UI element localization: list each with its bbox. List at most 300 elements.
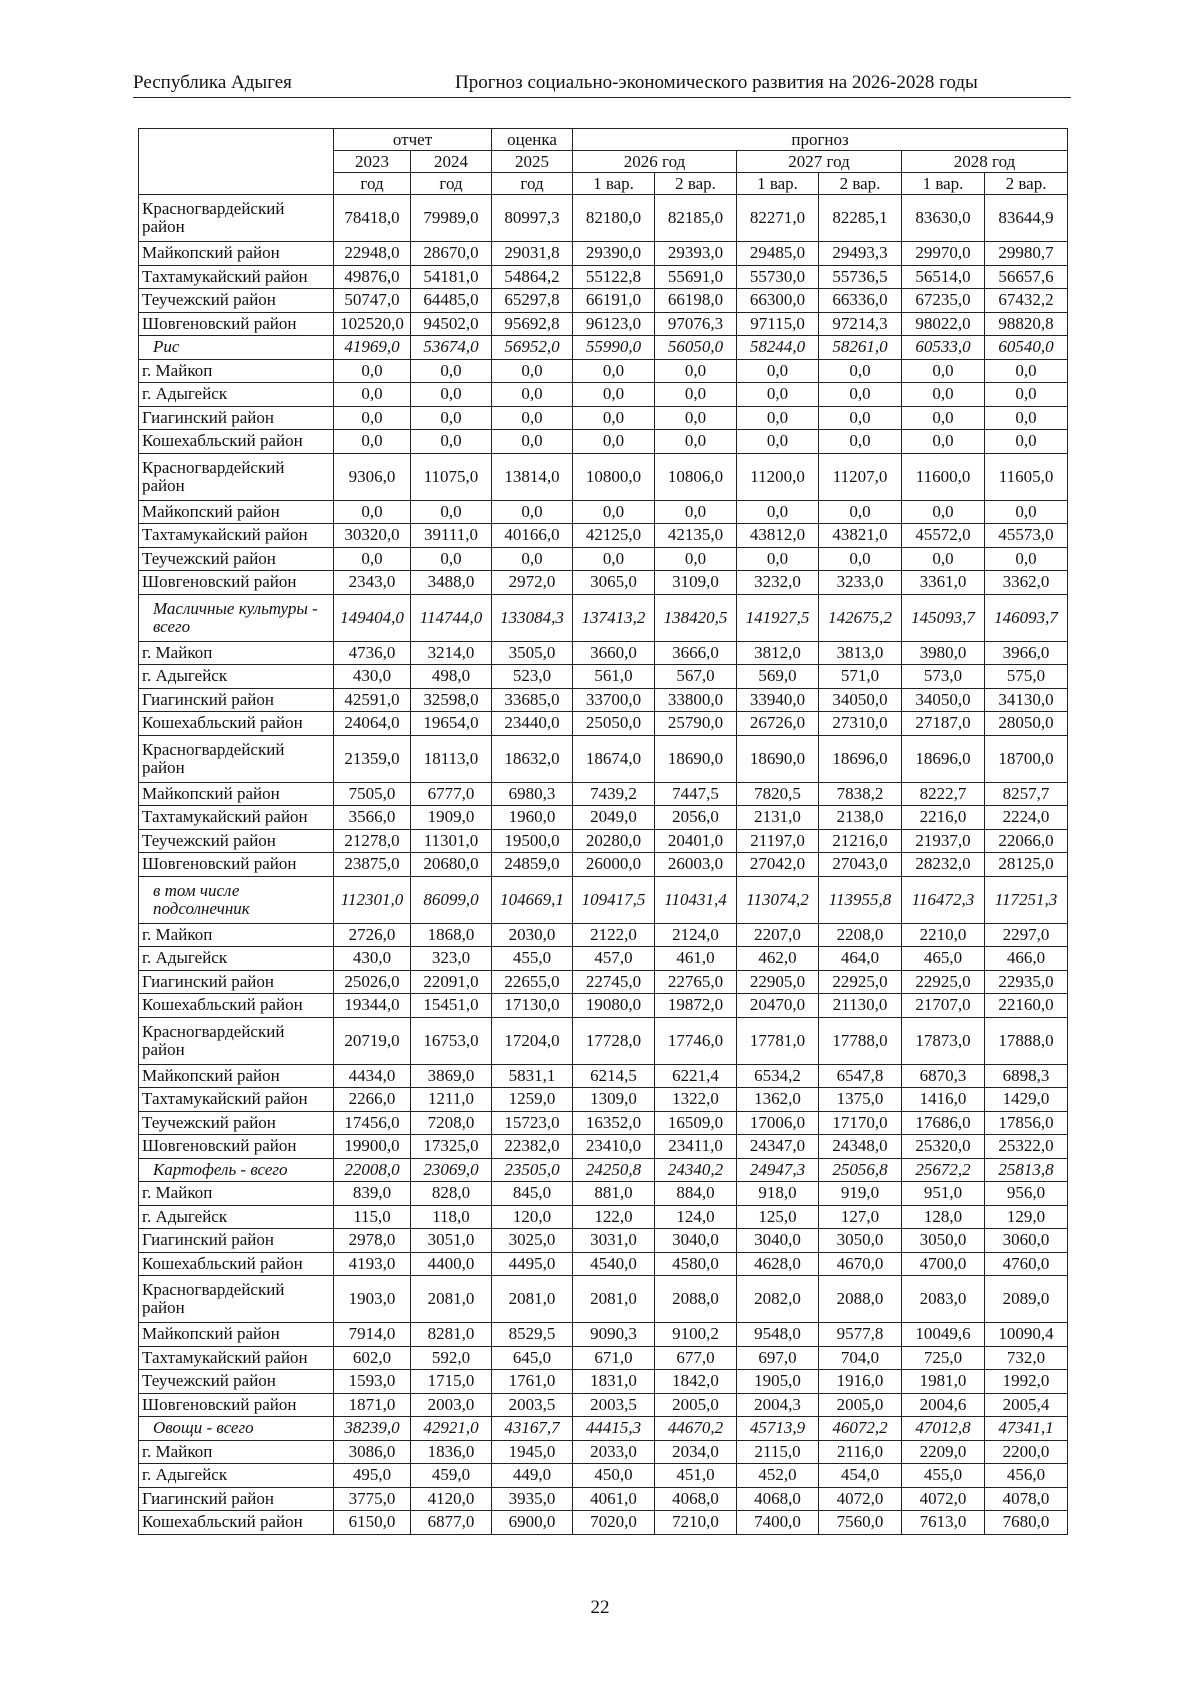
row-label: Тахтамукайский район (139, 1346, 334, 1370)
value-cell: 3232,0 (737, 571, 819, 595)
row-label: Теучежский район (139, 1111, 334, 1135)
value-cell: 1916,0 (819, 1370, 902, 1394)
value-cell: 0,0 (737, 359, 819, 383)
value-cell: 116472,3 (902, 876, 985, 923)
value-cell: 19900,0 (334, 1135, 411, 1159)
value-cell: 452,0 (737, 1464, 819, 1488)
table-row (139, 1088, 1068, 1112)
value-cell: 10800,0 (573, 453, 655, 500)
row-label: Шовгеновский район (139, 571, 334, 595)
row-label: г. Адыгейск (139, 665, 334, 689)
value-cell: 1945,0 (492, 1440, 573, 1464)
header-sub: 1 вар. (573, 173, 655, 195)
value-cell: 142675,2 (819, 594, 902, 641)
value-cell: 0,0 (411, 359, 492, 383)
value-cell: 2200,0 (985, 1440, 1068, 1464)
value-cell: 66336,0 (819, 289, 902, 313)
value-cell: 1868,0 (411, 923, 492, 947)
value-cell: 45572,0 (902, 524, 985, 548)
row-label: Кошехабльский район (139, 430, 334, 454)
value-cell: 17746,0 (655, 1017, 737, 1064)
table-row (139, 1229, 1068, 1253)
value-cell: 94502,0 (411, 312, 492, 336)
table-row (139, 289, 1068, 313)
value-cell: 40166,0 (492, 524, 573, 548)
table-row (139, 1252, 1068, 1276)
value-cell: 2081,0 (573, 1276, 655, 1323)
value-cell: 22745,0 (573, 970, 655, 994)
value-cell: 22160,0 (985, 994, 1068, 1018)
row-label: Майкопский район (139, 500, 334, 524)
value-cell: 65297,8 (492, 289, 573, 313)
value-cell: 2115,0 (737, 1440, 819, 1464)
value-cell: 7020,0 (573, 1511, 655, 1535)
row-label: Гиагинский район (139, 688, 334, 712)
value-cell: 28670,0 (411, 242, 492, 266)
value-cell: 1842,0 (655, 1370, 737, 1394)
row-label: г. Майкоп (139, 923, 334, 947)
value-cell: 2003,5 (492, 1393, 573, 1417)
value-cell: 47341,1 (985, 1417, 1068, 1441)
row-label: Кошехабльский район (139, 994, 334, 1018)
value-cell: 0,0 (573, 547, 655, 571)
row-label: Картофель - всего (139, 1158, 334, 1182)
value-cell: 839,0 (334, 1182, 411, 1206)
value-cell: 0,0 (411, 430, 492, 454)
value-cell: 32598,0 (411, 688, 492, 712)
header-year: 2024 (411, 151, 492, 173)
value-cell: 29031,8 (492, 242, 573, 266)
value-cell: 449,0 (492, 1464, 573, 1488)
value-cell: 3869,0 (411, 1064, 492, 1088)
value-cell: 3233,0 (819, 571, 902, 595)
table-row (139, 265, 1068, 289)
value-cell: 82180,0 (573, 195, 655, 242)
value-cell: 2138,0 (819, 806, 902, 830)
value-cell: 6214,5 (573, 1064, 655, 1088)
row-label: Кошехабльский район (139, 1252, 334, 1276)
table-body (139, 195, 1068, 1535)
row-label: г. Адыгейск (139, 947, 334, 971)
value-cell: 38239,0 (334, 1417, 411, 1441)
value-cell: 4434,0 (334, 1064, 411, 1088)
value-cell: 56514,0 (902, 265, 985, 289)
value-cell: 20401,0 (655, 829, 737, 853)
value-cell: 1871,0 (334, 1393, 411, 1417)
value-cell: 25320,0 (902, 1135, 985, 1159)
table-row (139, 1135, 1068, 1159)
value-cell: 113074,2 (737, 876, 819, 923)
value-cell: 50747,0 (334, 289, 411, 313)
value-cell: 25322,0 (985, 1135, 1068, 1159)
value-cell: 46072,2 (819, 1417, 902, 1441)
value-cell: 19344,0 (334, 994, 411, 1018)
value-cell: 2116,0 (819, 1440, 902, 1464)
value-cell: 118,0 (411, 1205, 492, 1229)
value-cell: 42125,0 (573, 524, 655, 548)
value-cell: 2083,0 (902, 1276, 985, 1323)
value-cell: 24859,0 (492, 853, 573, 877)
table-row (139, 735, 1068, 782)
value-cell: 44670,2 (655, 1417, 737, 1441)
value-cell: 20719,0 (334, 1017, 411, 1064)
value-cell: 60540,0 (985, 336, 1068, 360)
row-label: г. Майкоп (139, 359, 334, 383)
value-cell: 3666,0 (655, 641, 737, 665)
header-sub: год (411, 173, 492, 195)
value-cell: 0,0 (411, 383, 492, 407)
value-cell: 55122,8 (573, 265, 655, 289)
header-sub: 1 вар. (902, 173, 985, 195)
value-cell: 0,0 (902, 430, 985, 454)
header-sub: 2 вар. (819, 173, 902, 195)
value-cell: 0,0 (492, 547, 573, 571)
value-cell: 24250,8 (573, 1158, 655, 1182)
value-cell: 2297,0 (985, 923, 1068, 947)
value-cell: 110431,4 (655, 876, 737, 923)
value-cell: 7400,0 (737, 1511, 819, 1535)
value-cell: 732,0 (985, 1346, 1068, 1370)
value-cell: 2131,0 (737, 806, 819, 830)
value-cell: 3025,0 (492, 1229, 573, 1253)
value-cell: 697,0 (737, 1346, 819, 1370)
table-row (139, 594, 1068, 641)
header-left: Республика Адыгея (133, 72, 292, 93)
value-cell: 127,0 (819, 1205, 902, 1229)
value-cell: 4193,0 (334, 1252, 411, 1276)
value-cell: 6777,0 (411, 782, 492, 806)
value-cell: 78418,0 (334, 195, 411, 242)
value-cell: 3361,0 (902, 571, 985, 595)
value-cell: 10806,0 (655, 453, 737, 500)
value-cell: 2972,0 (492, 571, 573, 595)
value-cell: 1375,0 (819, 1088, 902, 1112)
value-cell: 56952,0 (492, 336, 573, 360)
table-row (139, 970, 1068, 994)
value-cell: 102520,0 (334, 312, 411, 336)
value-cell: 7680,0 (985, 1511, 1068, 1535)
value-cell: 82285,1 (819, 195, 902, 242)
value-cell: 2005,0 (819, 1393, 902, 1417)
value-cell: 64485,0 (411, 289, 492, 313)
value-cell: 2081,0 (411, 1276, 492, 1323)
value-cell: 17204,0 (492, 1017, 573, 1064)
value-cell: 33940,0 (737, 688, 819, 712)
value-cell: 7820,5 (737, 782, 819, 806)
value-cell: 6534,2 (737, 1064, 819, 1088)
value-cell: 0,0 (492, 430, 573, 454)
value-cell: 0,0 (902, 500, 985, 524)
value-cell: 133084,3 (492, 594, 573, 641)
value-cell: 0,0 (902, 547, 985, 571)
value-cell: 11207,0 (819, 453, 902, 500)
value-cell: 22008,0 (334, 1158, 411, 1182)
table-row (139, 641, 1068, 665)
value-cell: 430,0 (334, 665, 411, 689)
value-cell: 97214,3 (819, 312, 902, 336)
header-sub: год (492, 173, 573, 195)
value-cell: 1429,0 (985, 1088, 1068, 1112)
value-cell: 18113,0 (411, 735, 492, 782)
table-row (139, 994, 1068, 1018)
value-cell: 34050,0 (902, 688, 985, 712)
value-cell: 5831,1 (492, 1064, 573, 1088)
value-cell: 0,0 (334, 500, 411, 524)
value-cell: 149404,0 (334, 594, 411, 641)
value-cell: 25050,0 (573, 712, 655, 736)
value-cell: 33700,0 (573, 688, 655, 712)
value-cell: 26000,0 (573, 853, 655, 877)
value-cell: 2004,3 (737, 1393, 819, 1417)
value-cell: 6877,0 (411, 1511, 492, 1535)
value-cell: 83644,9 (985, 195, 1068, 242)
value-cell: 4628,0 (737, 1252, 819, 1276)
value-cell: 24340,2 (655, 1158, 737, 1182)
value-cell: 671,0 (573, 1346, 655, 1370)
value-cell: 845,0 (492, 1182, 573, 1206)
row-label: Майкопский район (139, 1323, 334, 1347)
value-cell: 15723,0 (492, 1111, 573, 1135)
value-cell: 24347,0 (737, 1135, 819, 1159)
table-row (139, 1182, 1068, 1206)
row-label: г. Адыгейск (139, 1464, 334, 1488)
value-cell: 21216,0 (819, 829, 902, 853)
value-cell: 3109,0 (655, 571, 737, 595)
value-cell: 3031,0 (573, 1229, 655, 1253)
value-cell: 8222,7 (902, 782, 985, 806)
value-cell: 39111,0 (411, 524, 492, 548)
value-cell: 602,0 (334, 1346, 411, 1370)
value-cell: 34050,0 (819, 688, 902, 712)
value-cell: 141927,5 (737, 594, 819, 641)
value-cell: 23411,0 (655, 1135, 737, 1159)
value-cell: 7560,0 (819, 1511, 902, 1535)
value-cell: 20280,0 (573, 829, 655, 853)
value-cell: 23875,0 (334, 853, 411, 877)
value-cell: 3040,0 (655, 1229, 737, 1253)
value-cell: 42135,0 (655, 524, 737, 548)
value-cell: 495,0 (334, 1464, 411, 1488)
table-row (139, 782, 1068, 806)
value-cell: 2122,0 (573, 923, 655, 947)
value-cell: 42921,0 (411, 1417, 492, 1441)
row-label: Шовгеновский район (139, 853, 334, 877)
value-cell: 3040,0 (737, 1229, 819, 1253)
table-row (139, 1064, 1068, 1088)
row-label: Майкопский район (139, 782, 334, 806)
value-cell: 44415,3 (573, 1417, 655, 1441)
value-cell: 0,0 (411, 406, 492, 430)
value-cell: 24064,0 (334, 712, 411, 736)
header-forecast: прогноз (573, 129, 1068, 151)
row-label: г. Адыгейск (139, 383, 334, 407)
value-cell: 0,0 (985, 500, 1068, 524)
row-label: Гиагинский район (139, 1487, 334, 1511)
value-cell: 22655,0 (492, 970, 573, 994)
value-cell: 96123,0 (573, 312, 655, 336)
value-cell: 2089,0 (985, 1276, 1068, 1323)
value-cell: 128,0 (902, 1205, 985, 1229)
value-cell: 58261,0 (819, 336, 902, 360)
value-cell: 18690,0 (655, 735, 737, 782)
value-cell: 9577,8 (819, 1323, 902, 1347)
value-cell: 22066,0 (985, 829, 1068, 853)
value-cell: 104669,1 (492, 876, 573, 923)
value-cell: 145093,7 (902, 594, 985, 641)
value-cell: 27187,0 (902, 712, 985, 736)
value-cell: 828,0 (411, 1182, 492, 1206)
value-cell: 17130,0 (492, 994, 573, 1018)
value-cell: 21130,0 (819, 994, 902, 1018)
table-row (139, 1158, 1068, 1182)
row-label: г. Майкоп (139, 641, 334, 665)
value-cell: 45713,9 (737, 1417, 819, 1441)
value-cell: 17456,0 (334, 1111, 411, 1135)
value-cell: 4400,0 (411, 1252, 492, 1276)
row-label: Шовгеновский район (139, 1135, 334, 1159)
value-cell: 10049,6 (902, 1323, 985, 1347)
value-cell: 456,0 (985, 1464, 1068, 1488)
row-label: Красногвардейский район (139, 1276, 334, 1323)
value-cell: 22925,0 (819, 970, 902, 994)
value-cell: 0,0 (737, 406, 819, 430)
value-cell: 4072,0 (819, 1487, 902, 1511)
value-cell: 2003,5 (573, 1393, 655, 1417)
table-row (139, 242, 1068, 266)
value-cell: 3660,0 (573, 641, 655, 665)
header-rule (133, 97, 1071, 98)
value-cell: 6870,3 (902, 1064, 985, 1088)
value-cell: 83630,0 (902, 195, 985, 242)
value-cell: 17856,0 (985, 1111, 1068, 1135)
corner-cell (139, 129, 334, 195)
value-cell: 3566,0 (334, 806, 411, 830)
value-cell: 1416,0 (902, 1088, 985, 1112)
value-cell: 129,0 (985, 1205, 1068, 1229)
table-row (139, 524, 1068, 548)
value-cell: 592,0 (411, 1346, 492, 1370)
value-cell: 2207,0 (737, 923, 819, 947)
value-cell: 2224,0 (985, 806, 1068, 830)
table-row (139, 312, 1068, 336)
value-cell: 95692,8 (492, 312, 573, 336)
value-cell: 6898,3 (985, 1064, 1068, 1088)
value-cell: 22948,0 (334, 242, 411, 266)
value-cell: 25813,8 (985, 1158, 1068, 1182)
value-cell: 22925,0 (902, 970, 985, 994)
row-label: Красногвардейский район (139, 195, 334, 242)
value-cell: 4670,0 (819, 1252, 902, 1276)
value-cell: 0,0 (655, 359, 737, 383)
value-cell: 55730,0 (737, 265, 819, 289)
value-cell: 1322,0 (655, 1088, 737, 1112)
value-cell: 2209,0 (902, 1440, 985, 1464)
value-cell: 430,0 (334, 947, 411, 971)
value-cell: 29485,0 (737, 242, 819, 266)
value-cell: 29390,0 (573, 242, 655, 266)
table-row (139, 1440, 1068, 1464)
value-cell: 2034,0 (655, 1440, 737, 1464)
value-cell: 112301,0 (334, 876, 411, 923)
value-cell: 2030,0 (492, 923, 573, 947)
value-cell: 86099,0 (411, 876, 492, 923)
value-cell: 0,0 (573, 430, 655, 454)
value-cell: 45573,0 (985, 524, 1068, 548)
value-cell: 2003,0 (411, 1393, 492, 1417)
value-cell: 4120,0 (411, 1487, 492, 1511)
row-label: Теучежский район (139, 289, 334, 313)
value-cell: 3980,0 (902, 641, 985, 665)
value-cell: 4540,0 (573, 1252, 655, 1276)
value-cell: 571,0 (819, 665, 902, 689)
value-cell: 0,0 (985, 430, 1068, 454)
value-cell: 7210,0 (655, 1511, 737, 1535)
header-year: 2025 (492, 151, 573, 173)
value-cell: 21278,0 (334, 829, 411, 853)
value-cell: 29393,0 (655, 242, 737, 266)
row-label: Гиагинский район (139, 1229, 334, 1253)
value-cell: 1211,0 (411, 1088, 492, 1112)
value-cell: 457,0 (573, 947, 655, 971)
row-label: Гиагинский район (139, 406, 334, 430)
value-cell: 9090,3 (573, 1323, 655, 1347)
header-sub: 1 вар. (737, 173, 819, 195)
value-cell: 22765,0 (655, 970, 737, 994)
value-cell: 464,0 (819, 947, 902, 971)
value-cell: 55990,0 (573, 336, 655, 360)
header-report: отчет (334, 129, 492, 151)
value-cell: 17788,0 (819, 1017, 902, 1064)
value-cell: 3051,0 (411, 1229, 492, 1253)
value-cell: 1715,0 (411, 1370, 492, 1394)
value-cell: 23069,0 (411, 1158, 492, 1182)
value-cell: 17006,0 (737, 1111, 819, 1135)
table-row (139, 359, 1068, 383)
value-cell: 17686,0 (902, 1111, 985, 1135)
header-sub: 2 вар. (655, 173, 737, 195)
row-label: Красногвардейский район (139, 1017, 334, 1064)
value-cell: 7505,0 (334, 782, 411, 806)
value-cell: 1831,0 (573, 1370, 655, 1394)
value-cell: 0,0 (655, 430, 737, 454)
value-cell: 26003,0 (655, 853, 737, 877)
value-cell: 1309,0 (573, 1088, 655, 1112)
value-cell: 8257,7 (985, 782, 1068, 806)
value-cell: 47012,8 (902, 1417, 985, 1441)
value-cell: 66198,0 (655, 289, 737, 313)
value-cell: 2726,0 (334, 923, 411, 947)
value-cell: 30320,0 (334, 524, 411, 548)
value-cell: 18632,0 (492, 735, 573, 782)
value-cell: 98820,8 (985, 312, 1068, 336)
value-cell: 1761,0 (492, 1370, 573, 1394)
table-row (139, 1393, 1068, 1417)
value-cell: 42591,0 (334, 688, 411, 712)
value-cell: 13814,0 (492, 453, 573, 500)
table-row (139, 195, 1068, 242)
value-cell: 9548,0 (737, 1323, 819, 1347)
value-cell: 113955,8 (819, 876, 902, 923)
value-cell: 43812,0 (737, 524, 819, 548)
value-cell: 66191,0 (573, 289, 655, 313)
value-cell: 0,0 (902, 383, 985, 407)
value-cell: 4580,0 (655, 1252, 737, 1276)
value-cell: 1981,0 (902, 1370, 985, 1394)
value-cell: 1362,0 (737, 1088, 819, 1112)
row-label: Кошехабльский район (139, 712, 334, 736)
value-cell: 0,0 (573, 406, 655, 430)
value-cell: 97115,0 (737, 312, 819, 336)
